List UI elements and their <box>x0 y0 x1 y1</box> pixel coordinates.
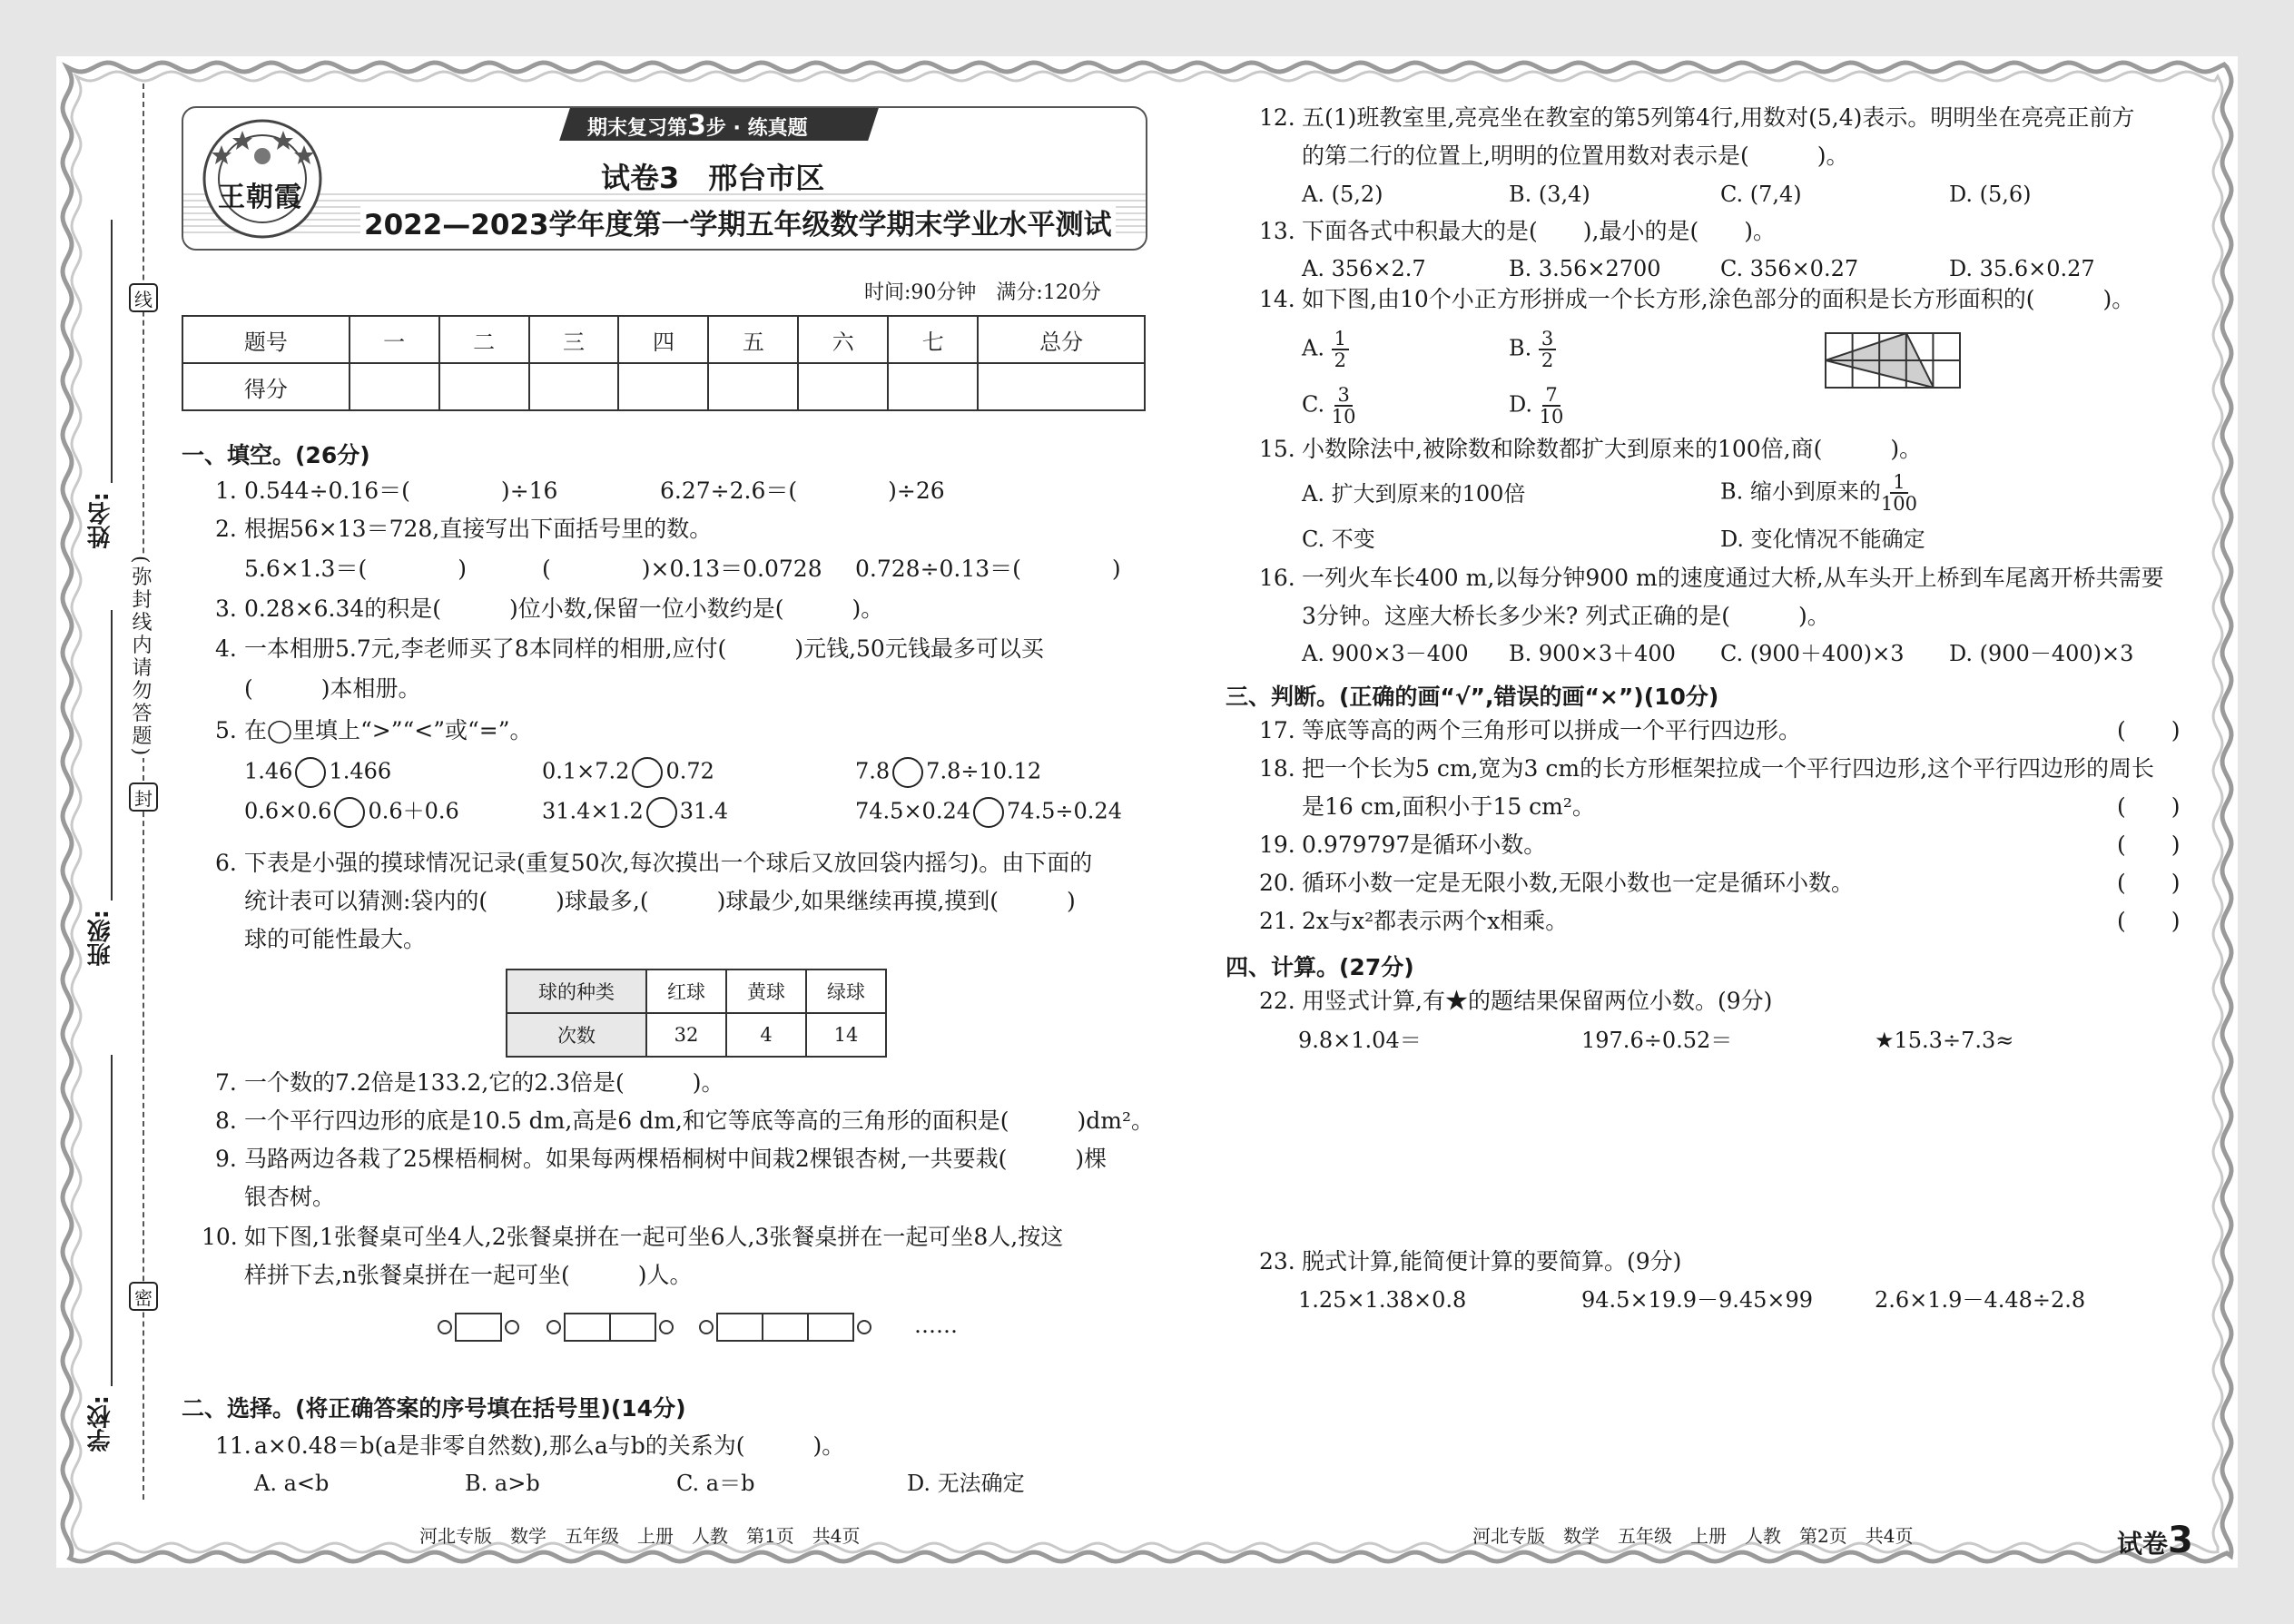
q6-line3: 球的可能性最大。 <box>244 926 427 952</box>
footer-left: 河北专版 数学 五年级 上册 人教 第1页 共4页 <box>419 1525 861 1547</box>
q10-num: 10. <box>202 1224 238 1250</box>
section1-heading: 一、填空。(26分) <box>182 442 370 468</box>
q12-num: 12. <box>1259 104 1295 131</box>
q7-num: 7. <box>215 1069 237 1096</box>
binding-mark-xian: 线 <box>129 283 158 312</box>
q7-stem: 一个数的7.2倍是133.2,它的2.3倍是( )。 <box>244 1069 724 1096</box>
name-label: 姓名: <box>87 492 114 549</box>
q5-item: 7.8 7.8÷10.12 <box>855 757 1041 788</box>
score-table <box>182 315 1146 411</box>
q22-item: 9.8×1.04＝ <box>1298 1028 1422 1053</box>
logo-seal <box>202 118 324 241</box>
q6-num: 6. <box>215 850 237 876</box>
score-cell[interactable] <box>888 363 978 410</box>
table-cell: 七 <box>888 316 978 363</box>
table-cell: 球的种类 <box>507 969 646 1013</box>
q18-line1: 把一个长为5 cm,宽为3 cm的长方形框架拉成一个平行四边形,这个平行四边形的周长 <box>1302 755 2155 782</box>
q2-a: 5.6×1.3＝( ) <box>244 556 467 582</box>
q23-item: 2.6×1.9－4.48÷2.8 <box>1875 1287 2086 1313</box>
q11-opt-d[interactable]: D. 无法确定 <box>907 1471 1025 1496</box>
q21-answer-bracket[interactable]: ( ) <box>2117 908 2181 934</box>
class-label: 班级: <box>87 910 114 967</box>
q22-item: 197.6÷0.52＝ <box>1581 1028 1733 1053</box>
score-table-header-row <box>182 316 1145 363</box>
table-cell: 三 <box>529 316 619 363</box>
q8-stem: 一个平行四边形的底是10.5 dm,高是6 dm,和它等底等高的三角形的面积是( )dm²。 <box>244 1107 1155 1134</box>
time-info: 时间:90分钟 满分:120分 <box>864 281 1101 304</box>
q17-stem: 等底等高的两个三角形可以拼成一个平行四边形。 <box>1302 717 1802 743</box>
q11-num: 11. <box>215 1432 251 1459</box>
q16-num: 16. <box>1259 565 1295 591</box>
q15-opt-b[interactable]: B. 缩小到原来的 $\frac{1}{100}$ <box>1720 471 1917 516</box>
q14-stem: 如下图,由10个小正方形拼成一个长方形,涂色部分的面积是长方形面积的( )。 <box>1302 286 2135 312</box>
q16-line2: 3分钟。这座大桥长多少米? 列式正确的是( )。 <box>1302 603 1830 629</box>
header-banner <box>182 106 1147 251</box>
q16-opt-c[interactable]: C. (900＋400)×3 <box>1720 641 1905 666</box>
table-cell: 四 <box>618 316 708 363</box>
table-cell: 题号 <box>182 316 350 363</box>
q2-stem: 根据56×13＝728,直接写出下面括号里的数。 <box>244 516 713 542</box>
section4-heading: 四、计算。(27分) <box>1226 954 1414 980</box>
table-cell: 一 <box>350 316 439 363</box>
q15-num: 15. <box>1259 436 1295 462</box>
q12-opt-b[interactable]: B. (3,4) <box>1509 182 1590 207</box>
q13-stem: 下面各式中积最大的是( ),最小的是( )。 <box>1302 218 1776 244</box>
table-cell: 二 <box>439 316 529 363</box>
compare-circle[interactable] <box>973 797 1004 828</box>
q13-opt-a[interactable]: A. 356×2.7 <box>1302 256 1426 281</box>
q23-item: 1.25×1.38×0.8 <box>1298 1287 1467 1313</box>
step-suffix: 步 · 练真题 <box>705 117 808 140</box>
q4-line2: ( )本相册。 <box>244 675 421 702</box>
section3-heading: 三、判断。(正确的画“√”,错误的画“×”)(10分) <box>1226 684 1719 710</box>
q10-line1: 如下图,1张餐桌可坐4人,2张餐桌拼在一起可坐6人,3张餐桌拼在一起可坐8人,按这 <box>244 1224 1064 1250</box>
q3-num: 3. <box>215 595 237 622</box>
q5-item: 31.4×1.2 31.4 <box>542 797 728 828</box>
compare-circle[interactable] <box>334 797 365 828</box>
q15-opt-d[interactable]: D. 变化情况不能确定 <box>1720 527 1925 552</box>
q12-line2: 的第二行的位置上,明明的位置用数对表示是( )。 <box>1302 143 1849 169</box>
q19-num: 19. <box>1259 832 1295 858</box>
q4-line1: 一本相册5.7元,李老师买了8本同样的相册,应付( )元钱,50元钱最多可以买 <box>244 635 1044 662</box>
paper-title: 试卷3 邢台市区 <box>601 161 825 195</box>
score-cell[interactable] <box>439 363 529 410</box>
q1-a: 0.544÷0.16＝( )÷16 <box>244 477 558 504</box>
q10-dots: …… <box>914 1313 958 1338</box>
q2-num: 2. <box>215 516 237 542</box>
score-cell[interactable] <box>529 363 619 410</box>
table-cell: 黄球 <box>726 969 806 1013</box>
school-label: 学校: <box>87 1395 114 1452</box>
compare-circle[interactable] <box>646 797 677 828</box>
q5-item: 74.5×0.24 74.5÷0.24 <box>855 797 1122 828</box>
school-underline[interactable] <box>111 1055 113 1386</box>
q14-opt-a[interactable]: A. $\frac{1}{2}$ <box>1302 329 1349 370</box>
q15-opt-c[interactable]: C. 不变 <box>1302 527 1375 552</box>
table-cell: 总分 <box>978 316 1145 363</box>
q18-answer-bracket[interactable]: ( ) <box>2117 793 2181 820</box>
q14-opt-d[interactable]: D. $\frac{7}{10}$ <box>1509 384 1564 428</box>
q13-num: 13. <box>1259 218 1295 244</box>
table-cell: 32 <box>646 1013 726 1057</box>
q9-line2: 银杏树。 <box>244 1184 336 1210</box>
class-underline[interactable] <box>111 610 113 901</box>
q8-num: 8. <box>215 1107 237 1134</box>
q17-num: 17. <box>1259 717 1295 743</box>
grid-rectangle-figure <box>1825 332 1961 389</box>
q15-stem: 小数除法中,被除数和除数都扩大到原来的100倍,商( )。 <box>1302 436 1923 462</box>
q16-opt-a[interactable]: A. 900×3－400 <box>1302 641 1469 666</box>
q4-num: 4. <box>215 635 237 662</box>
table-cell: 14 <box>806 1013 886 1057</box>
compare-circle[interactable] <box>632 757 663 788</box>
score-cell[interactable] <box>350 363 439 410</box>
q23-stem: 脱式计算,能简便计算的要简算。(9分) <box>1302 1248 1682 1275</box>
score-cell[interactable] <box>798 363 888 410</box>
q19-stem: 0.979797是循环小数。 <box>1302 832 1547 858</box>
q20-answer-bracket[interactable]: ( ) <box>2117 870 2181 896</box>
q18-num: 18. <box>1259 755 1295 782</box>
ball-table <box>506 969 887 1058</box>
q12-opt-d[interactable]: D. (5,6) <box>1949 182 2032 207</box>
q13-opt-b[interactable]: B. 3.56×2700 <box>1509 256 1661 281</box>
q12-opt-c[interactable]: C. (7,4) <box>1720 182 1802 207</box>
paper-number-label: 试卷3 <box>2117 1520 2193 1561</box>
q9-num: 9. <box>215 1146 237 1172</box>
q21-num: 21. <box>1259 908 1295 934</box>
q15-opt-a[interactable]: A. 扩大到原来的100倍 <box>1302 481 1526 507</box>
q11-opt-c[interactable]: C. a＝b <box>676 1471 755 1496</box>
q17-answer-bracket[interactable]: ( ) <box>2117 717 2181 743</box>
score-cell[interactable] <box>618 363 708 410</box>
q20-stem: 循环小数一定是无限小数,无限小数也一定是循环小数。 <box>1302 870 1854 896</box>
q18-line2: 是16 cm,面积小于15 cm²。 <box>1302 793 1595 820</box>
q22-num: 22. <box>1259 988 1295 1014</box>
q10-line2: 样拼下去,n张餐桌拼在一起可坐( )人。 <box>244 1262 693 1288</box>
q1-num: 1. <box>215 477 237 504</box>
q12-line1: 五(1)班教室里,亮亮坐在教室的第5列第4行,用数对(5,4)表示。明明坐在亮亮正前方 <box>1302 104 2135 131</box>
q5-item: 0.1×7.2 0.72 <box>542 757 714 788</box>
table-cell: 次数 <box>507 1013 646 1057</box>
q5-num: 5. <box>215 717 237 743</box>
q9-line1: 马路两边各栽了25棵梧桐树。如果每两棵梧桐树中间栽2棵银杏树,一共要栽( )棵 <box>244 1146 1108 1172</box>
step-number: 3 <box>687 110 706 142</box>
q1-b: 6.27÷2.6＝( )÷26 <box>660 477 945 504</box>
binding-mark-mi: 密 <box>129 1282 158 1311</box>
step-prefix: 期末复习第 <box>587 117 688 140</box>
q5-stem: 在◯里填上“>”“<”或“=”。 <box>244 717 533 743</box>
binding-mark-feng: 封 <box>129 782 158 812</box>
binding-notice: (弥封线内请勿答题) <box>118 556 154 758</box>
score-cell[interactable] <box>708 363 798 410</box>
section2-heading: 二、选择。(将正确答案的序号填在括号里)(14分) <box>182 1395 686 1422</box>
q16-opt-b[interactable]: B. 900×3＋400 <box>1509 641 1676 666</box>
table-cell: 4 <box>726 1013 806 1057</box>
q20-num: 20. <box>1259 870 1295 896</box>
footer-right: 河北专版 数学 五年级 上册 人教 第2页 共4页 <box>1472 1525 1914 1547</box>
q2-c: 0.728÷0.13＝( ) <box>855 556 1121 582</box>
q22-stem: 用竖式计算,有★的题结果保留两位小数。(9分) <box>1302 988 1773 1014</box>
q5-item: 1.46 1.466 <box>244 757 391 788</box>
q11-opt-b[interactable]: B. a>b <box>465 1471 540 1496</box>
q19-answer-bracket[interactable]: ( ) <box>2117 832 2181 858</box>
q5-item: 0.6×0.6 0.6＋0.6 <box>244 797 459 828</box>
q14-num: 14. <box>1259 286 1295 312</box>
table-cell: 绿球 <box>806 969 886 1013</box>
table-cell: 六 <box>798 316 888 363</box>
compare-circle[interactable] <box>892 757 923 788</box>
q6-line1: 下表是小强的摸球情况记录(重复50次,每次摸出一个球后又放回袋内摇匀)。由下面的 <box>244 850 1093 876</box>
logo-text: 王朝霞 <box>218 182 302 213</box>
q14-opt-b[interactable]: B. $\frac{3}{2}$ <box>1509 329 1556 370</box>
q16-line1: 一列火车长400 m,以每分钟900 m的速度通过大桥,从车头开上桥到车尾离开桥共需要 <box>1302 565 2164 591</box>
score-cell[interactable] <box>978 363 1145 410</box>
table-cell: 红球 <box>646 969 726 1013</box>
q13-opt-c[interactable]: C. 356×0.27 <box>1720 256 1859 281</box>
q6-line2: 统计表可以猜测:袋内的( )球最多,( )球最少,如果继续再摸,摸到( ) <box>244 888 1076 914</box>
q12-opt-a[interactable]: A. (5,2) <box>1302 182 1383 207</box>
q22-item: ★15.3÷7.3≈ <box>1875 1028 2014 1053</box>
q23-item: 94.5×19.9－9.45×99 <box>1581 1287 1814 1313</box>
compare-circle[interactable] <box>295 757 326 788</box>
q21-stem: 2x与x²都表示两个x相乘。 <box>1302 908 1569 934</box>
table-cell: 五 <box>708 316 798 363</box>
name-underline[interactable] <box>111 220 113 483</box>
exam-title: 2022—2023学年度第一学期五年级数学期末学业水平测试 <box>360 202 1116 242</box>
q14-opt-c[interactable]: C. $\frac{3}{10}$ <box>1302 384 1356 428</box>
q11-opt-a[interactable]: A. a<b <box>254 1471 330 1496</box>
score-table-score-row <box>182 363 1145 410</box>
dining-table-figure <box>428 1300 937 1354</box>
q11-stem: a×0.48＝b(a是非零自然数),那么a与b的关系为( )。 <box>254 1432 845 1459</box>
q13-opt-d[interactable]: D. 35.6×0.27 <box>1949 256 2095 281</box>
table-cell: 得分 <box>182 363 350 410</box>
q16-opt-d[interactable]: D. (900－400)×3 <box>1949 641 2134 666</box>
exam-sheet <box>56 56 2238 1568</box>
q3-stem: 0.28×6.34的积是( )位小数,保留一位小数约是( )。 <box>244 595 884 622</box>
q2-b: ( )×0.13＝0.0728 <box>542 556 822 582</box>
q23-num: 23. <box>1259 1248 1295 1275</box>
